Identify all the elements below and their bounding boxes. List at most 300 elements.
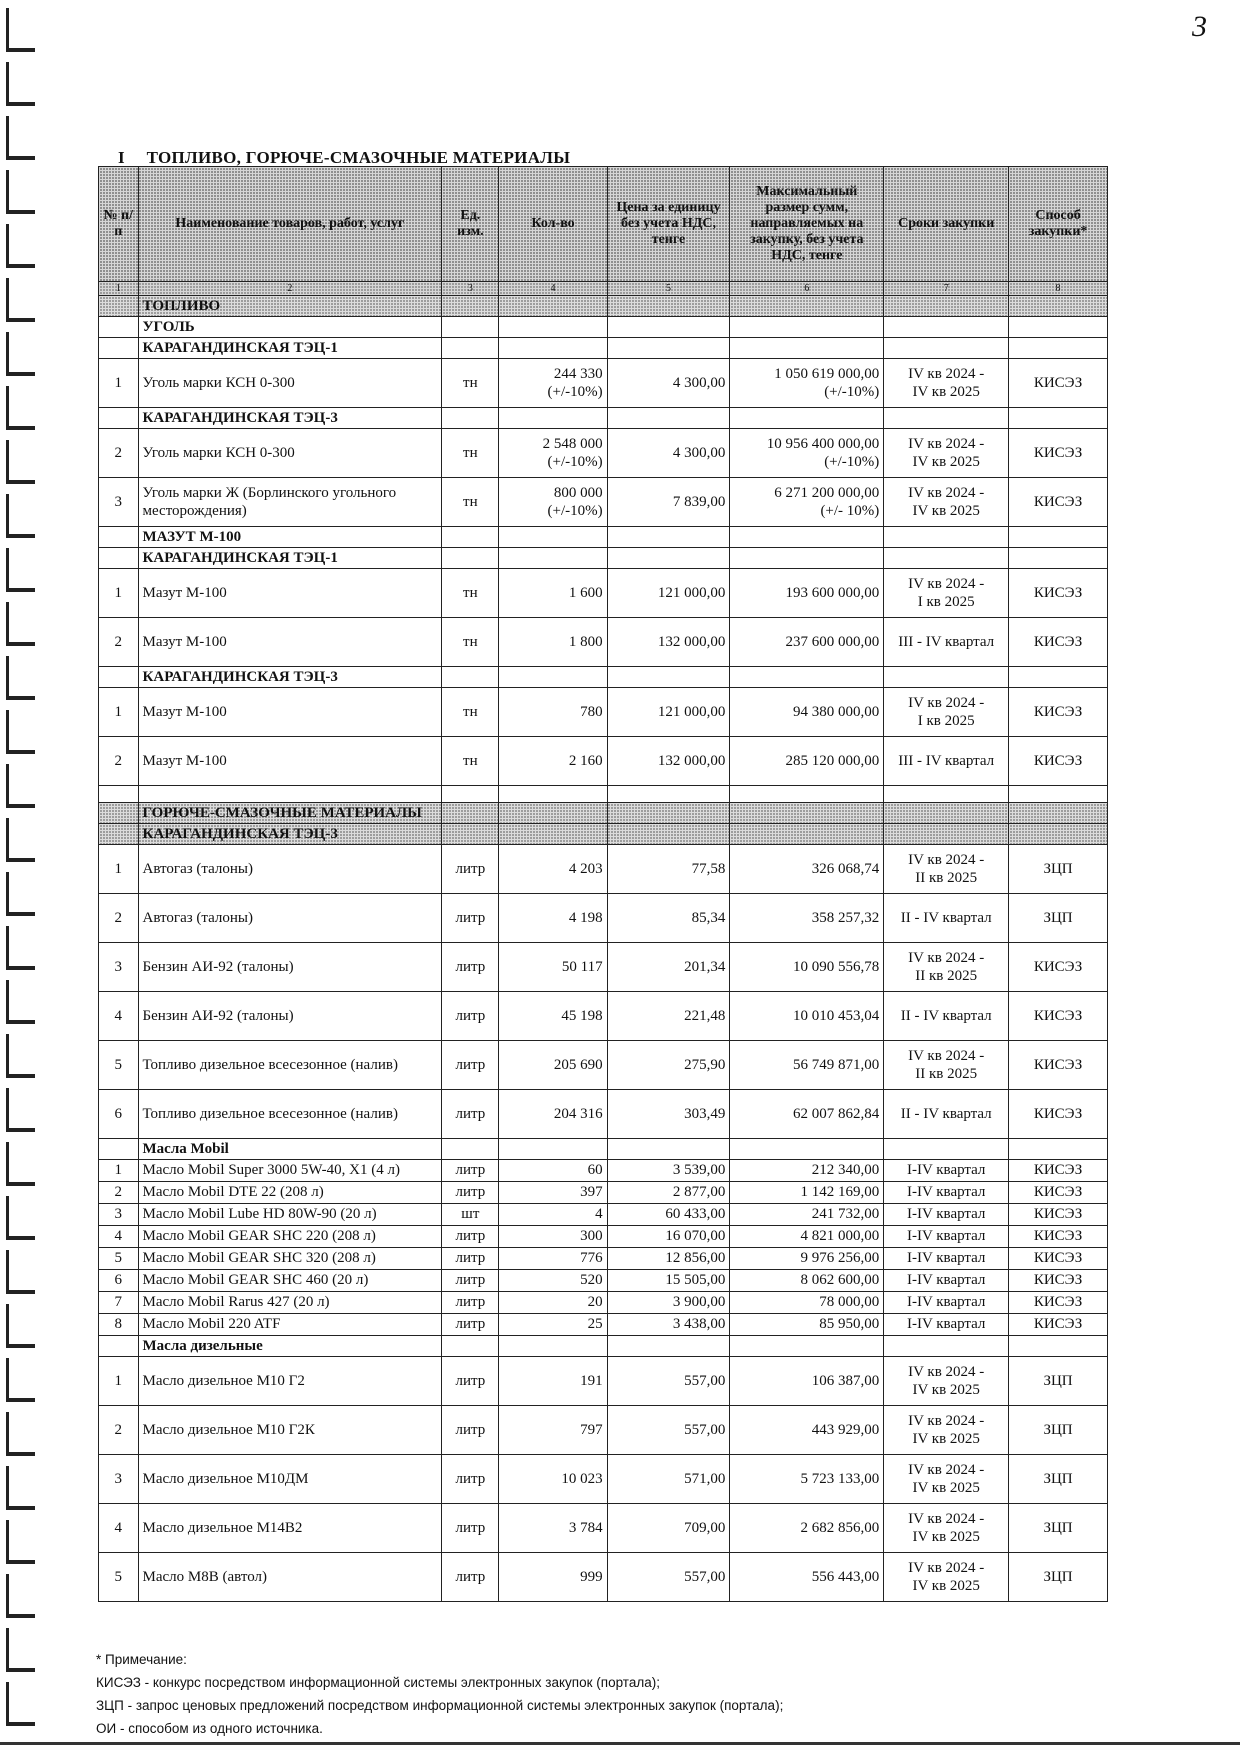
item-name: Масло Mobil GEAR SHC 320 (208 л) [138,1248,442,1270]
header-number: № п/п [99,167,139,282]
item-price: 201,34 [607,943,730,992]
column-number-row [99,282,1108,296]
item-method: КИСЭЗ [1009,478,1108,527]
empty-cell [1009,786,1108,803]
item-term: IV кв 2024 - IV кв 2025 [884,1504,1009,1553]
item-price: 709,00 [607,1504,730,1553]
item-method: КИСЭЗ [1009,1226,1108,1248]
item-price: 275,90 [607,1041,730,1090]
empty-cell [442,317,499,338]
category-row [99,527,1108,548]
empty-cell [607,1139,730,1160]
item-qty: 45 198 [499,992,607,1041]
empty-cell [607,1336,730,1357]
binding-hook [6,1304,35,1348]
empty-cell [442,1336,499,1357]
item-price: 132 000,00 [607,737,730,786]
item-name: Масло Mobil GEAR SHC 460 (20 л) [138,1270,442,1292]
table-row [99,1204,1108,1226]
binding-hook [6,1574,35,1618]
empty-cell [1009,548,1108,569]
item-qty: 776 [499,1248,607,1270]
item-unit: тн [442,429,499,478]
item-unit: литр [442,1504,499,1553]
item-name: Масло Mobil DTE 22 (208 л) [138,1182,442,1204]
row-number: 1 [99,359,139,408]
item-unit: тн [442,569,499,618]
item-sum: 10 090 556,78 [730,943,884,992]
item-term: IV кв 2024 - II кв 2025 [884,845,1009,894]
item-qty: 4 [499,1204,607,1226]
header-method: Способ закупки* [1009,167,1108,282]
binding-hook [6,1466,35,1510]
binding-hook [6,1358,35,1402]
binding-hook [6,1412,35,1456]
item-price: 121 000,00 [607,688,730,737]
row-number: 5 [99,1248,139,1270]
item-sum: 106 387,00 [730,1357,884,1406]
item-name: Масло Mobil GEAR SHC 220 (208 л) [138,1226,442,1248]
item-qty: 20 [499,1292,607,1314]
empty-cell [442,296,499,317]
item-price: 7 839,00 [607,478,730,527]
item-qty: 797 [499,1406,607,1455]
row-number: 5 [99,1041,139,1090]
item-sum: 9 976 256,00 [730,1248,884,1270]
empty-cell [99,667,139,688]
row-number: 1 [99,1357,139,1406]
item-price: 85,34 [607,894,730,943]
item-method: КИСЭЗ [1009,1270,1108,1292]
row-number: 3 [99,943,139,992]
item-qty: 50 117 [499,943,607,992]
item-unit: литр [442,1455,499,1504]
item-method: КИСЭЗ [1009,1041,1108,1090]
empty-cell [99,803,139,824]
item-name: Масло дизельное М10 Г2 [138,1357,442,1406]
empty-cell [607,803,730,824]
empty-cell [442,803,499,824]
empty-cell [99,527,139,548]
item-term: II - IV квартал [884,992,1009,1041]
binding-hook [6,1142,35,1186]
empty-cell [607,296,730,317]
item-term: I-IV квартал [884,1160,1009,1182]
empty-cell [884,1336,1009,1357]
item-qty: 999 [499,1553,607,1602]
item-unit: шт [442,1204,499,1226]
binding-hook [6,1628,35,1672]
table-row [99,1182,1108,1204]
item-method: КИСЭЗ [1009,1204,1108,1226]
header-price: Цена за единицу без учета НДС, тенге [607,167,730,282]
item-name: Топливо дизельное всесезонное (налив) [138,1041,442,1090]
empty-cell [99,548,139,569]
empty-cell [442,408,499,429]
item-sum: 285 120 000,00 [730,737,884,786]
table-row [99,1160,1108,1182]
header-unit: Ед. изм. [442,167,499,282]
item-name: Автогаз (талоны) [138,894,442,943]
empty-cell [730,786,884,803]
table-row [99,1406,1108,1455]
item-unit: литр [442,1226,499,1248]
binding-hook [6,494,35,538]
table-row [99,688,1108,737]
binding-hook [6,710,35,754]
row-number: 2 [99,1406,139,1455]
column-number: 3 [442,282,499,296]
empty-cell [607,786,730,803]
item-sum: 6 271 200 000,00 (+/- 10%) [730,478,884,527]
empty-cell [884,803,1009,824]
item-name: Мазут М-100 [138,569,442,618]
item-qty: 800 000 (+/-10%) [499,478,607,527]
item-qty: 25 [499,1314,607,1336]
header-name: Наименование товаров, работ, услуг [138,167,442,282]
empty-cell [1009,803,1108,824]
item-name: Масло М8В (автол) [138,1553,442,1602]
section-title-text: ТОПЛИВО, ГОРЮЧЕ-СМАЗОЧНЫЕ МАТЕРИАЛЫ [146,148,571,167]
column-number: 6 [730,282,884,296]
item-unit: литр [442,1182,499,1204]
empty-cell [730,1336,884,1357]
item-term: I-IV квартал [884,1292,1009,1314]
table-row [99,618,1108,667]
item-unit: литр [442,1406,499,1455]
empty-cell [884,667,1009,688]
category-label: КАРАГАНДИНСКАЯ ТЭЦ-3 [138,824,442,845]
item-qty: 780 [499,688,607,737]
item-term: III - IV квартал [884,737,1009,786]
empty-cell [730,296,884,317]
table-row [99,1357,1108,1406]
item-price: 60 433,00 [607,1204,730,1226]
item-name: Топливо дизельное всесезонное (налив) [138,1090,442,1139]
item-method: КИСЭЗ [1009,688,1108,737]
row-number: 8 [99,1314,139,1336]
item-price: 77,58 [607,845,730,894]
item-price: 2 877,00 [607,1182,730,1204]
binding-hook [6,1250,35,1294]
item-name: Автогаз (талоны) [138,845,442,894]
row-number: 2 [99,429,139,478]
binding-hook [6,116,35,160]
binding-hook [6,548,35,592]
item-unit: литр [442,1160,499,1182]
table-row [99,1314,1108,1336]
item-sum: 358 257,32 [730,894,884,943]
item-qty: 4 203 [499,845,607,894]
item-name: Масло дизельное М14В2 [138,1504,442,1553]
item-sum: 5 723 133,00 [730,1455,884,1504]
category-row [99,803,1108,824]
empty-cell [499,786,607,803]
empty-cell [884,527,1009,548]
item-price: 132 000,00 [607,618,730,667]
item-qty: 300 [499,1226,607,1248]
item-method: ЗЦП [1009,1504,1108,1553]
binding-hook [6,1088,35,1132]
item-sum: 237 600 000,00 [730,618,884,667]
item-method: КИСЭЗ [1009,569,1108,618]
item-qty: 520 [499,1270,607,1292]
item-unit: литр [442,1314,499,1336]
item-method: КИСЭЗ [1009,1248,1108,1270]
category-row [99,824,1108,845]
item-unit: тн [442,478,499,527]
item-term: I-IV квартал [884,1182,1009,1204]
empty-cell [1009,667,1108,688]
category-label: КАРАГАНДИНСКАЯ ТЭЦ-1 [138,338,442,359]
item-term: IV кв 2024 - IV кв 2025 [884,1357,1009,1406]
item-name: Мазут М-100 [138,688,442,737]
item-name: Масло дизельное М10ДМ [138,1455,442,1504]
item-sum: 326 068,74 [730,845,884,894]
empty-cell [884,786,1009,803]
item-method: КИСЭЗ [1009,1182,1108,1204]
column-number: 4 [499,282,607,296]
item-term: IV кв 2024 - IV кв 2025 [884,429,1009,478]
item-method: КИСЭЗ [1009,618,1108,667]
column-number: 8 [1009,282,1108,296]
binding-hook [6,1520,35,1564]
column-number: 2 [138,282,442,296]
binding-hook [6,1682,35,1726]
item-name: Уголь марки Ж (Борлинского угольного месторождения) [138,478,442,527]
binding-hook [6,440,35,484]
item-unit: литр [442,845,499,894]
item-term: IV кв 2024 - II кв 2025 [884,1041,1009,1090]
empty-cell [499,824,607,845]
blank-row [99,786,1108,803]
item-unit: литр [442,1553,499,1602]
item-qty: 1 600 [499,569,607,618]
table-body [99,296,1108,1602]
item-price: 3 900,00 [607,1292,730,1314]
item-method: КИСЭЗ [1009,737,1108,786]
empty-cell [99,408,139,429]
item-unit: литр [442,1270,499,1292]
item-term: IV кв 2024 - IV кв 2025 [884,1455,1009,1504]
empty-cell [99,317,139,338]
row-number: 2 [99,618,139,667]
item-term: IV кв 2024 - IV кв 2025 [884,359,1009,408]
category-label: УГОЛЬ [138,317,442,338]
item-qty: 244 330 (+/-10%) [499,359,607,408]
item-term: IV кв 2024 - IV кв 2025 [884,1406,1009,1455]
empty-cell [730,317,884,338]
item-price: 3 438,00 [607,1314,730,1336]
category-row [99,408,1108,429]
item-term: I-IV квартал [884,1248,1009,1270]
column-number: 1 [99,282,139,296]
item-unit: литр [442,1357,499,1406]
empty-cell [730,408,884,429]
item-method: ЗЦП [1009,1357,1108,1406]
item-name: Бензин АИ-92 (талоны) [138,943,442,992]
column-number: 5 [607,282,730,296]
item-sum: 4 821 000,00 [730,1226,884,1248]
table-row [99,1248,1108,1270]
item-qty: 397 [499,1182,607,1204]
item-term: IV кв 2024 - IV кв 2025 [884,1553,1009,1602]
footnote-line: ОИ - способом из одного источника. [96,1721,323,1736]
empty-cell [730,824,884,845]
footnote-title: * Примечание: [96,1652,187,1667]
category-row [99,317,1108,338]
item-qty: 204 316 [499,1090,607,1139]
item-qty: 3 784 [499,1504,607,1553]
binding-hook [6,224,35,268]
category-label: Масла Mobil [138,1139,442,1160]
table-row [99,1553,1108,1602]
table-row [99,1292,1108,1314]
empty-cell [884,296,1009,317]
item-term: I-IV квартал [884,1226,1009,1248]
empty-cell [99,1139,139,1160]
item-unit: тн [442,737,499,786]
empty-cell [499,803,607,824]
item-term: II - IV квартал [884,894,1009,943]
row-number: 6 [99,1270,139,1292]
item-term: IV кв 2024 - IV кв 2025 [884,478,1009,527]
item-price: 4 300,00 [607,359,730,408]
item-sum: 443 929,00 [730,1406,884,1455]
item-price: 16 070,00 [607,1226,730,1248]
binding-hook [6,332,35,376]
item-sum: 193 600 000,00 [730,569,884,618]
item-sum: 2 682 856,00 [730,1504,884,1553]
empty-cell [442,824,499,845]
item-sum: 56 749 871,00 [730,1041,884,1090]
item-name: Масло Mobil Super 3000 5W-40, X1 (4 л) [138,1160,442,1182]
item-term: IV кв 2024 - I кв 2025 [884,569,1009,618]
category-label: Масла дизельные [138,1336,442,1357]
item-price: 3 539,00 [607,1160,730,1182]
item-sum: 1 142 169,00 [730,1182,884,1204]
category-row [99,1139,1108,1160]
item-sum: 10 010 453,04 [730,992,884,1041]
empty-cell [442,338,499,359]
item-price: 15 505,00 [607,1270,730,1292]
item-name: Мазут М-100 [138,618,442,667]
section-number: I [118,148,125,167]
empty-cell [730,667,884,688]
empty-cell [1009,296,1108,317]
table-row [99,1226,1108,1248]
item-price: 557,00 [607,1357,730,1406]
item-sum: 78 000,00 [730,1292,884,1314]
row-number: 1 [99,688,139,737]
empty-cell [730,548,884,569]
empty-cell [730,338,884,359]
item-sum: 212 340,00 [730,1160,884,1182]
empty-cell [442,548,499,569]
item-sum: 241 732,00 [730,1204,884,1226]
item-unit: литр [442,1292,499,1314]
item-sum: 94 380 000,00 [730,688,884,737]
section-title [118,148,570,168]
empty-cell [884,317,1009,338]
empty-cell [499,408,607,429]
header-term: Сроки закупки [884,167,1009,282]
binding-hook [6,872,35,916]
item-qty: 4 198 [499,894,607,943]
item-price: 557,00 [607,1553,730,1602]
item-method: ЗЦП [1009,1455,1108,1504]
item-name: Масло Mobil Rarus 427 (20 л) [138,1292,442,1314]
item-price: 221,48 [607,992,730,1041]
item-qty: 2 548 000 (+/-10%) [499,429,607,478]
footnote-line: КИСЭЗ - конкурс посредством информационной системы электронных закупок (портала); [96,1675,660,1690]
empty-cell [884,338,1009,359]
binding-hook [6,170,35,214]
item-price: 121 000,00 [607,569,730,618]
item-qty: 1 800 [499,618,607,667]
table-row [99,569,1108,618]
column-number: 7 [884,282,1009,296]
item-sum: 10 956 400 000,00 (+/-10%) [730,429,884,478]
row-number: 4 [99,1226,139,1248]
item-name: Масло дизельное М10 Г2К [138,1406,442,1455]
item-term: I-IV квартал [884,1270,1009,1292]
table-row [99,478,1108,527]
item-method: КИСЭЗ [1009,359,1108,408]
item-price: 557,00 [607,1406,730,1455]
table-row [99,1090,1108,1139]
item-unit: литр [442,1041,499,1090]
empty-cell [99,824,139,845]
empty-cell [442,527,499,548]
empty-cell [607,527,730,548]
empty-cell [884,408,1009,429]
empty-cell [884,548,1009,569]
row-number: 4 [99,1504,139,1553]
empty-cell [499,527,607,548]
empty-cell [499,296,607,317]
item-price: 12 856,00 [607,1248,730,1270]
empty-cell [730,1139,884,1160]
empty-cell [1009,338,1108,359]
empty-cell [1009,1139,1108,1160]
empty-cell [607,548,730,569]
table-row [99,894,1108,943]
item-name: Уголь марки КСН 0-300 [138,429,442,478]
item-unit: тн [442,618,499,667]
item-unit: тн [442,688,499,737]
item-qty: 10 023 [499,1455,607,1504]
item-method: ЗЦП [1009,845,1108,894]
empty-cell [499,548,607,569]
item-method: ЗЦП [1009,1406,1108,1455]
binding-hook [6,980,35,1024]
item-name: Мазут М-100 [138,737,442,786]
row-number: 1 [99,1160,139,1182]
empty-cell [607,408,730,429]
empty-cell [99,1336,139,1357]
table-row [99,359,1108,408]
item-name: Масло Mobil Lube HD 80W-90 (20 л) [138,1204,442,1226]
table-row [99,1270,1108,1292]
category-label: КАРАГАНДИНСКАЯ ТЭЦ-1 [138,548,442,569]
empty-cell [607,824,730,845]
row-number: 5 [99,1553,139,1602]
table-row [99,845,1108,894]
item-sum: 1 050 619 000,00 (+/-10%) [730,359,884,408]
item-method: КИСЭЗ [1009,1314,1108,1336]
empty-cell [499,1139,607,1160]
